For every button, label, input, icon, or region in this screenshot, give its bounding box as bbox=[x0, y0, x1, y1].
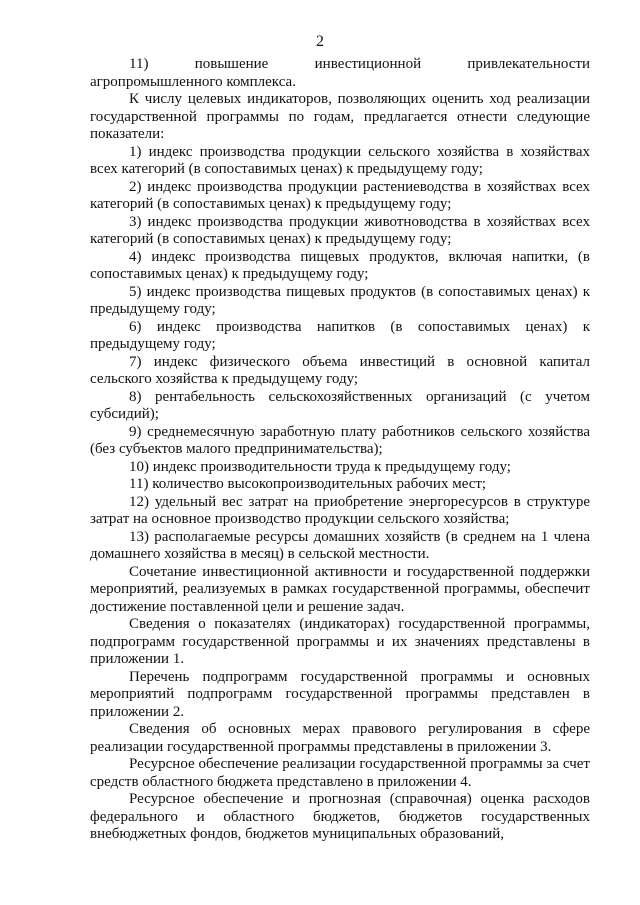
paragraph: 10) индекс производительности труда к предыдущему году; bbox=[129, 458, 511, 475]
paragraph: 11) количество высокопроизводительных рабочих мест; bbox=[129, 476, 487, 492]
paragraph: 8) рентабельность сельскохозяйственных организаций (с учетом субсидий); bbox=[90, 388, 590, 422]
paragraph: Сочетание инвестиционной активности и государственной поддержки мероприятий, реализуемых в рамках государственной программы, обеспечит достижение поставленной цели и решение задач. bbox=[90, 563, 590, 615]
document-body bbox=[90, 56, 590, 844]
paragraph: Ресурсное обеспечение и прогнозная (справочная) оценка расходов федерального и областного бюджетов, бюджетов государственных внебюджетных фондов, бюджетов муниципальных образований, bbox=[90, 791, 590, 842]
paragraph: Перечень подпрограмм государственной программы и основных мероприятий подпрограмм государственной программы представлен в приложении 2. bbox=[90, 668, 590, 720]
paragraph: 5) индекс производства пищевых продуктов (в сопоставимых ценах) к предыдущему году; bbox=[90, 283, 590, 317]
page-number: 2 bbox=[316, 33, 324, 50]
paragraph: 1) индекс производства продукции сельского хозяйства в хозяйствах всех категорий (в сопоставимых ценах) к предыдущему году; bbox=[90, 143, 590, 177]
paragraph: 3) индекс производства продукции животноводства в хозяйствах всех категорий (в сопоставимых ценах) к предыдущему году; bbox=[90, 213, 590, 247]
paragraph: Сведения о показателях (индикаторах) государственной программы, подпрограмм государственной программы и их значениях представлены в приложении 1. bbox=[90, 616, 590, 667]
paragraph: 2) индекс производства продукции растениеводства в хозяйствах всех категорий (в сопоставимых ценах) к предыдущему году; bbox=[90, 178, 590, 212]
paragraph: 13) располагаемые ресурсы домашних хозяйств (в среднем на 1 члена домашнего хозяйства в месяц) в сельской местности. bbox=[90, 528, 590, 562]
paragraph: 6) индекс производства напитков (в сопоставимых ценах) к предыдущему году; bbox=[90, 318, 590, 352]
paragraph: 11) повышение инвестиционной привлекательности агропромышленного комплекса. bbox=[90, 56, 590, 90]
paragraph: 9) среднемесячную заработную плату работников сельского хозяйства (без субъектов малого предпринимательства); bbox=[90, 423, 590, 457]
paragraph: 7) индекс физического объема инвестиций в основной капитал сельского хозяйства к предыдущему году; bbox=[90, 353, 590, 387]
paragraph: 12) удельный вес затрат на приобретение энергоресурсов в структуре затрат на основное производство продукции сельского хозяйства; bbox=[90, 493, 590, 527]
paragraph: 4) индекс производства пищевых продуктов, включая напитки, (в сопоставимых ценах) к предыдущему году; bbox=[90, 248, 590, 282]
paragraph: Ресурсное обеспечение реализации государственной программы за счет средств областного бюджета представлено в приложении 4. bbox=[90, 756, 590, 790]
paragraph: Сведения об основных мерах правового регулирования в сфере реализации государственной программы представлены в приложении 3. bbox=[90, 721, 590, 755]
paragraph: К числу целевых индикаторов, позволяющих оценить ход реализации государственной программы по годам, предлагается отнести следующие показатели: bbox=[90, 91, 590, 142]
